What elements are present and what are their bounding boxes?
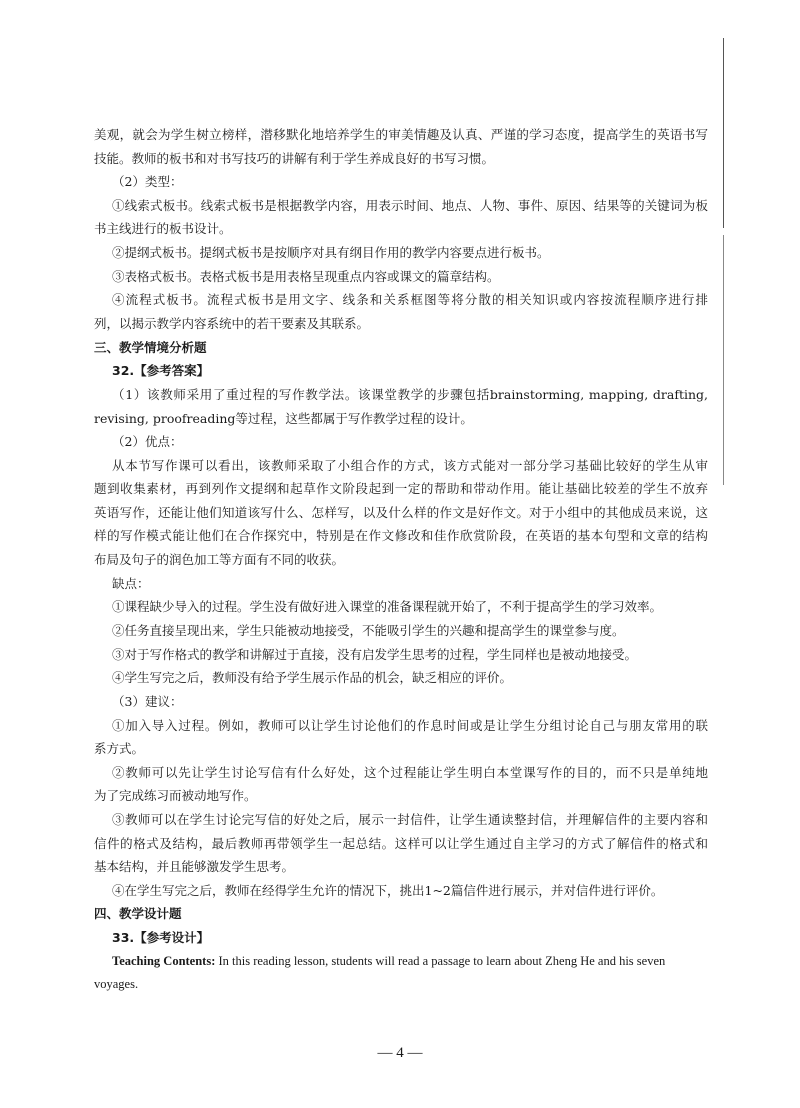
- paragraph-line: 书主线进行的板书设计。: [94, 221, 232, 237]
- paragraph-line: 美观，就会为学生树立榜样，潜移默化地培养学生的审美情趣及认真、严谨的学习态度，提高学生的英语书写: [94, 127, 708, 142]
- paragraph-line: 为了完成练习而被动地写作。: [94, 788, 257, 804]
- answer-label: 32.【参考答案】: [112, 363, 210, 379]
- list-item: ①加入导入过程。例如，教师可以让学生讨论他们的作息时间或是让学生分组讨论自己与朋友常用的联: [112, 717, 708, 733]
- subsection-label: 缺点：: [112, 575, 150, 591]
- section-heading: 四、教学设计题: [94, 906, 182, 922]
- list-item: ④流程式板书。流程式板书是用文字、线条和关系框图等将分散的相关知识或内容按流程顺序进行排: [112, 292, 708, 308]
- page-number: — 4 —: [377, 1045, 423, 1061]
- paragraph-line: 系方式。: [94, 741, 145, 757]
- document-body: [94, 126, 708, 993]
- section-heading: 三、教学情境分析题: [94, 339, 207, 355]
- list-item: ②教师可以先让学生讨论写信有什么好处，这个过程能让学生明白本堂课写作的目的，而不只是单纯地: [112, 764, 708, 780]
- paragraph-line: 布局及句子的润色加工等方面有不同的收获。: [94, 551, 345, 567]
- answer-label: 33.【参考设计】: [112, 930, 210, 946]
- paragraph-line: 英语写作，还能让他们知道该写什么、怎样写，以及什么样的作文是好作文。对于小组中的其他成员来说，这: [94, 504, 708, 520]
- subsection-label: （2）类型：: [112, 174, 183, 190]
- paragraph-line: 基本结构，并且能够激发学生思考。: [94, 859, 295, 875]
- paragraph-line: 技能。教师的板书和对书写技巧的讲解有利于学生养成良好的书写习惯。: [94, 150, 495, 166]
- list-item: ③教师可以在学生讨论完写信的好处之后，展示一封信件，让学生通读整封信，并理解信件的主要内容和: [112, 812, 708, 828]
- paragraph-line: [94, 953, 708, 970]
- scan-margin-line-lower: [723, 235, 724, 485]
- teaching-contents-label: Teaching Contents:: [112, 953, 216, 968]
- list-item: ①课程缺少导入的过程。学生没有做好进入课堂的准备课程就开始了，不利于提高学生的学习效率。: [112, 599, 663, 615]
- list-item: ④在学生写完之后，教师在经得学生允许的情况下，挑出1~2篇信件进行展示，并对信件进行评价。: [112, 882, 664, 898]
- subsection-label: （3）建议：: [112, 694, 183, 709]
- list-item: ③对于写作格式的教学和讲解过于直接，没有启发学生思考的过程，学生同样也是被动地接受。: [112, 646, 638, 662]
- list-item: ①线索式板书。线索式板书是根据教学内容，用表示时间、地点、人物、事件、原因、结果等的关键词为板: [112, 197, 708, 213]
- list-item: ②提纲式板书。提纲式板书是按顺序对具有纲目作用的教学内容要点进行板书。: [112, 245, 550, 261]
- teaching-contents-text: In this reading lesson, students will read a passage to learn about Zheng He and his seven: [215, 953, 666, 968]
- list-item: ③表格式板书。表格式板书是用表格呈现重点内容或课文的篇章结构。: [112, 268, 500, 284]
- paragraph-line: revising, proofreading等过程，这些都属于写作教学过程的设计。: [94, 410, 473, 426]
- subsection-label: （2）优点：: [112, 434, 183, 450]
- paragraph-line: 信件的格式及结构，最后教师再带领学生一起总结。这样可以让学生通过自主学习的方式了解信件的格式和: [94, 835, 708, 851]
- paragraph-line: voyages.: [94, 977, 139, 992]
- paragraph-line: 题到收集素材，再到列作文提纲和起草作文阶段起到一定的帮助和带动作用。能让基础比较差的学生不放弃: [94, 481, 708, 497]
- paragraph-line: 从本节写作课可以看出，该教师采取了小组合作的方式，该方式能对一部分学习基础比较好的学生从审: [112, 457, 708, 473]
- paragraph-line: （1）该教师采用了重过程的写作教学法。该课堂教学的步骤包括brainstorming, mapping, drafting,: [112, 387, 708, 402]
- paragraph-line: 列，以揭示教学内容系统中的若干要素及其联系。: [94, 315, 370, 331]
- scan-margin-line: [723, 38, 724, 228]
- list-item: ④学生写完之后，教师没有给予学生展示作品的机会，缺乏相应的评价。: [112, 670, 513, 686]
- paragraph-line: 样的写作模式能让他们在合作探究中，特别是在作文修改和佳作欣赏阶段，在英语的基本句型和文章的结构: [94, 528, 708, 544]
- list-item: ②任务直接呈现出来，学生只能被动地接受，不能吸引学生的兴趣和提高学生的课堂参与度。: [112, 622, 625, 638]
